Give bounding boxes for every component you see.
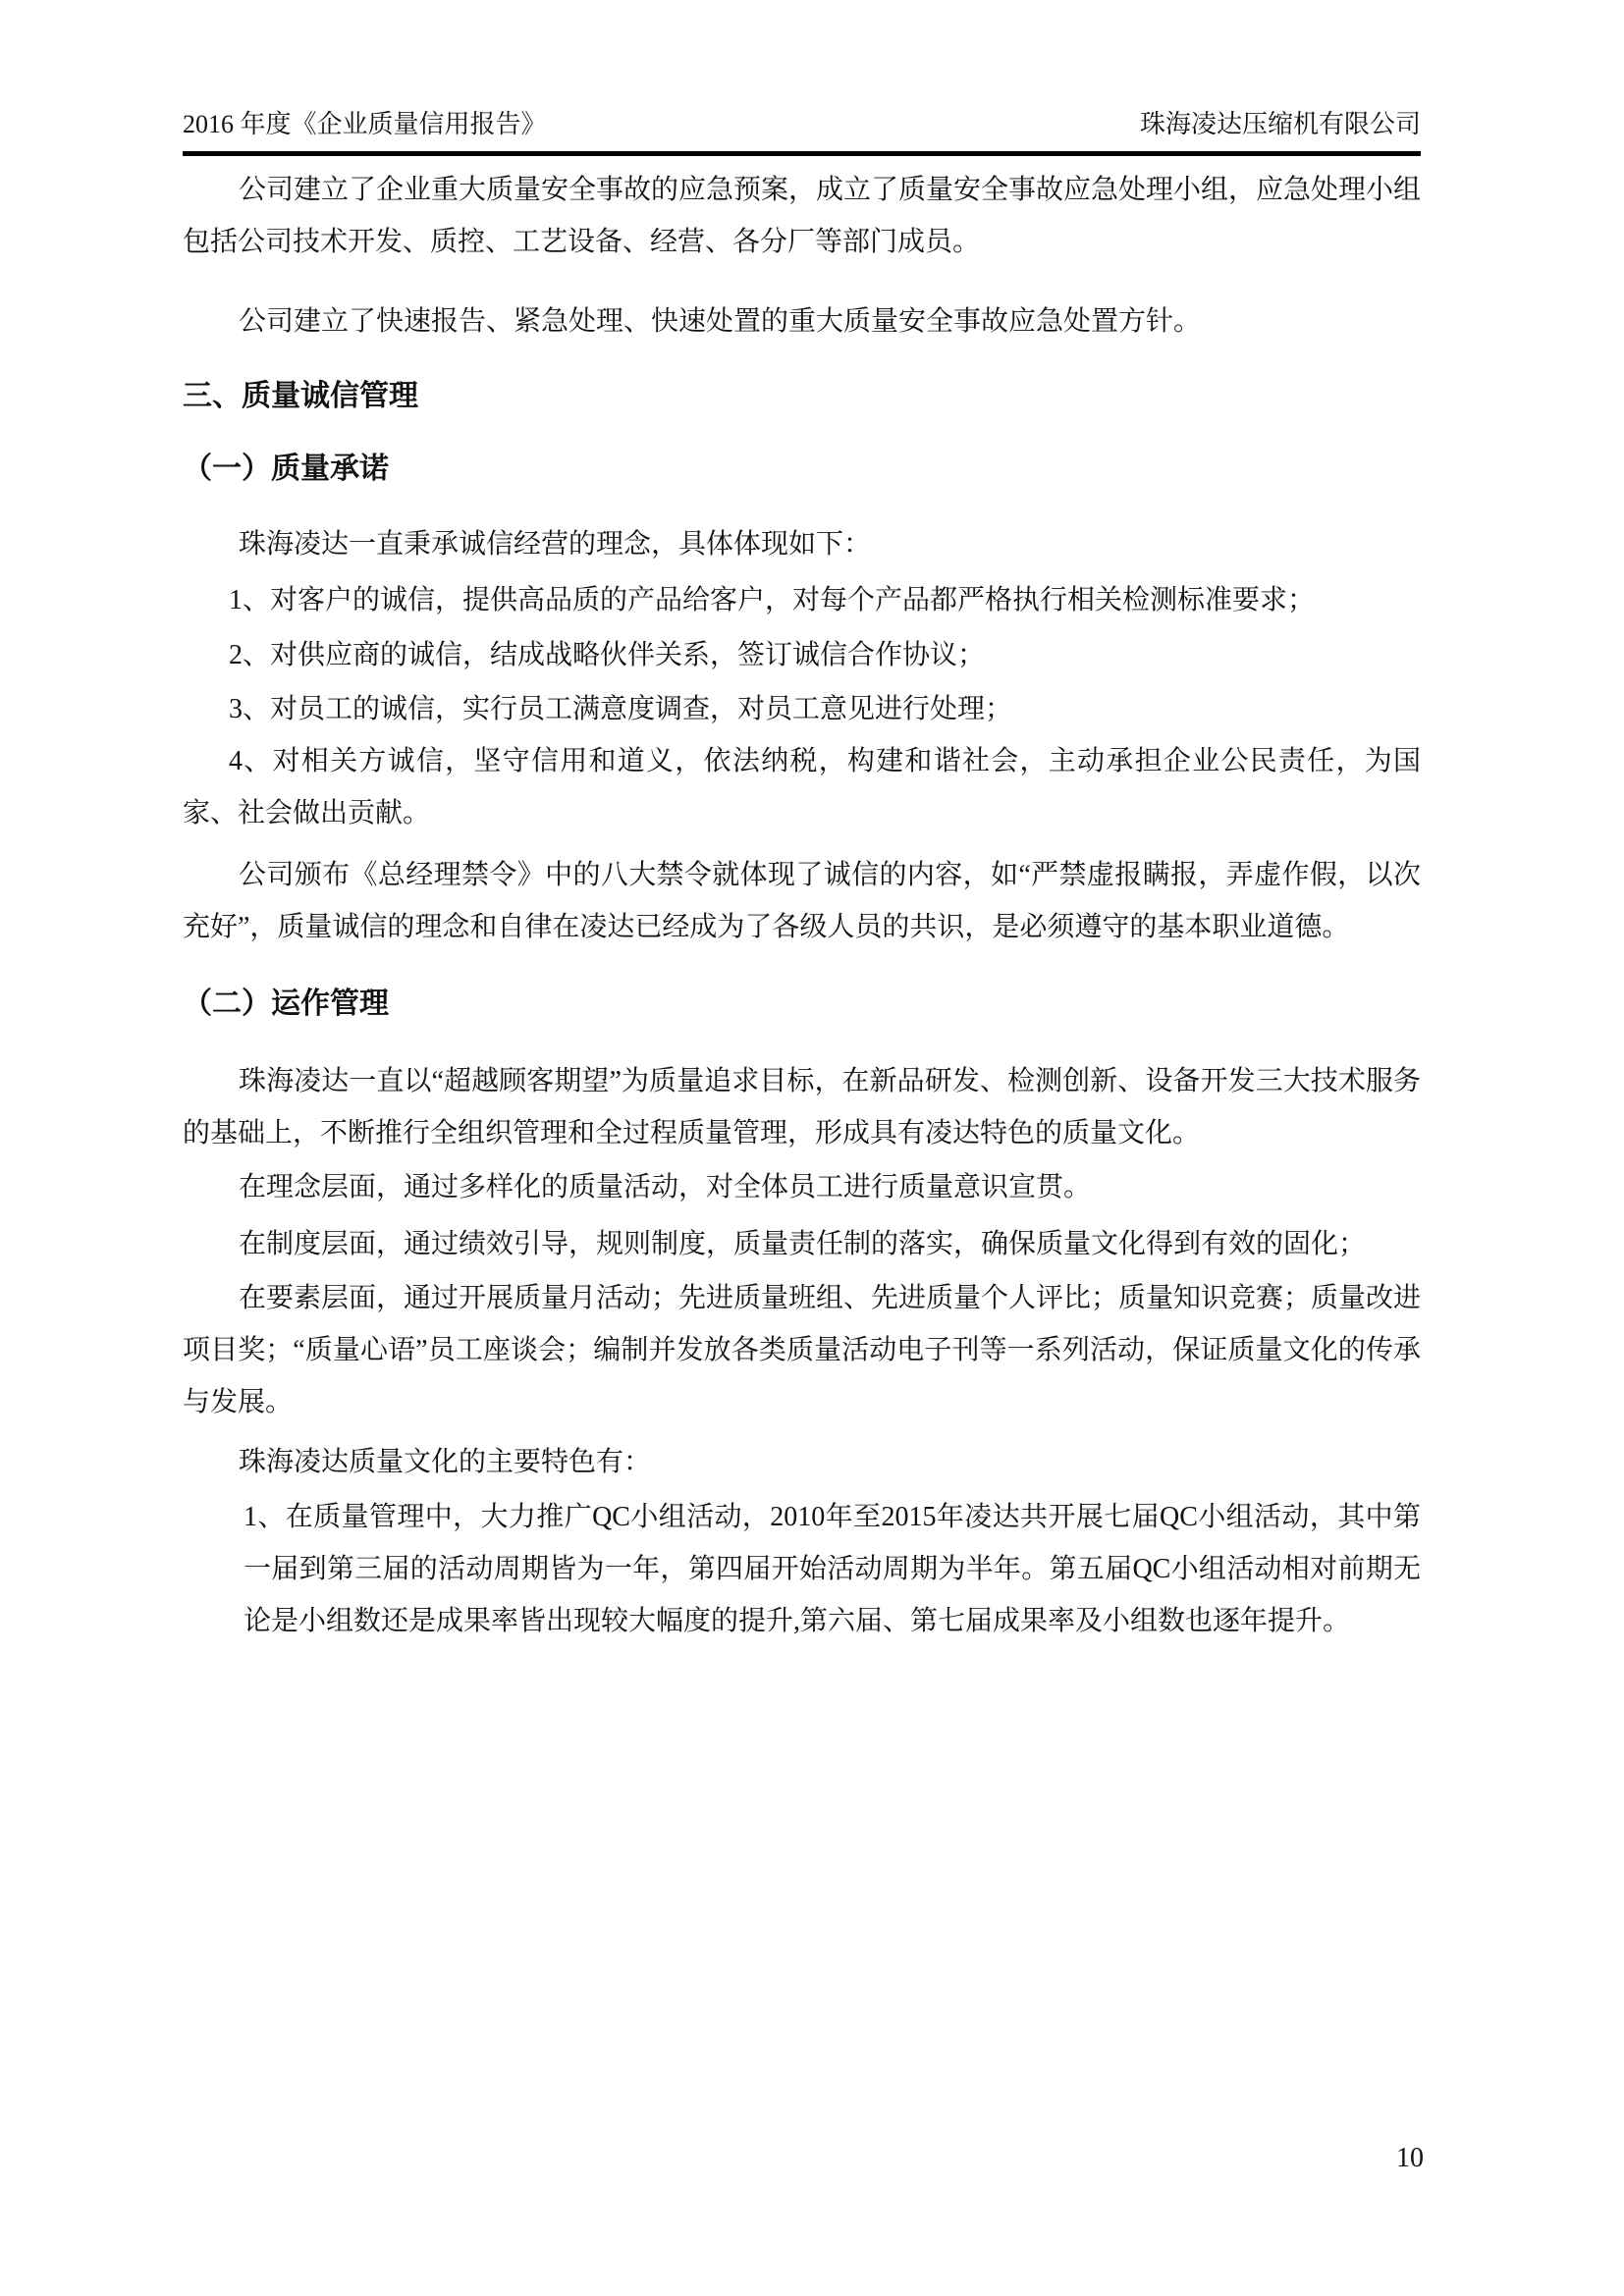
header-company-name: 珠海凌达压缩机有限公司 (1139, 110, 1421, 138)
page-number: 10 (1396, 2143, 1424, 2173)
subsection-heading-operation-management: （二）运作管理 (183, 988, 389, 1020)
list-item-commitment-employees: 3、对员工的诚信，实行员工满意度调查，对员工意见进行处理； (229, 694, 1013, 724)
paragraph-emergency-policy: 公司建立了快速报告、紧急处理、快速处置的重大质量安全事故应急处置方针。 (239, 306, 1202, 337)
header-report-title: 2016 年度《企业质量信用报告》 (183, 110, 547, 138)
paragraph-element-level: 在要素层面，通过开展质量月活动；先进质量班组、先进质量个人评比；质量知识竞赛；质量改进项目奖；“质量心语”员工座谈会；编制并发放各类质量活动电子刊等一系列活动，保证质量文化的传承与发展。 (183, 1283, 1422, 1417)
paragraph-quality-goal: 珠海凌达一直以“超越顾客期望”为质量追求目标，在新品研发、检测创新、设备开发三大技术服务的基础上，不断推行全组织管理和全过程质量管理，形成具有凌达特色的质量文化。 (183, 1066, 1421, 1148)
section-heading-integrity-management: 三、质量诚信管理 (183, 380, 418, 412)
paragraph-gm-ban: 公司颁布《总经理禁令》中的八大禁令就体现了诚信的内容，如“严禁虚报瞒报，弄虚作假，以次充好”，质量诚信的理念和自律在凌达已经成为了各级人员的共识，是必须遵守的基本职业道德。 (183, 860, 1421, 942)
paragraph-qc-activity: 1、在质量管理中，大力推广QC小组活动，2010年至2015年凌达共开展七届QC小组活动，其中第一届到第三届的活动周期皆为一年，第四届开始活动周期为半年。第五届QC小组活动相对前期无论是小组数还是成果率皆出现较大幅度的提升,第六届、第七届成果率及小组数也逐年提升。 (244, 1502, 1421, 1636)
paragraph-system-level: 在制度层面，通过绩效引导，规则制度，质量责任制的落实，确保质量文化得到有效的固化； (239, 1229, 1367, 1259)
list-item-commitment-suppliers: 2、对供应商的诚信，结成战略伙伴关系，签订诚信合作协议； (229, 640, 986, 670)
list-item-commitment-stakeholders: 4、对相关方诚信，坚守信用和道义，依法纳税，构建和谐社会，主动承担企业公民责任，为国家、社会做出贡献。 (183, 746, 1421, 828)
list-item-commitment-customers: 1、对客户的诚信，提供高品质的产品给客户，对每个产品都严格执行相关检测标准要求； (229, 585, 1316, 615)
paragraph-emergency-plan: 公司建立了企业重大质量安全事故的应急预案，成立了质量安全事故应急处理小组，应急处理小组包括公司技术开发、质控、工艺设备、经营、各分厂等部门成员。 (183, 175, 1422, 257)
document-body (183, 164, 1421, 1647)
paragraph-features-intro: 珠海凌达质量文化的主要特色有： (239, 1447, 652, 1477)
paragraph-integrity-intro: 珠海凌达一直秉承诚信经营的理念，具体体现如下： (239, 529, 872, 560)
subsection-heading-quality-commitment: （一）质量承诺 (183, 453, 389, 485)
paragraph-concept-level: 在理念层面，通过多样化的质量活动，对全体员工进行质量意识宣贯。 (239, 1172, 1092, 1202)
page-header (183, 0, 1421, 156)
